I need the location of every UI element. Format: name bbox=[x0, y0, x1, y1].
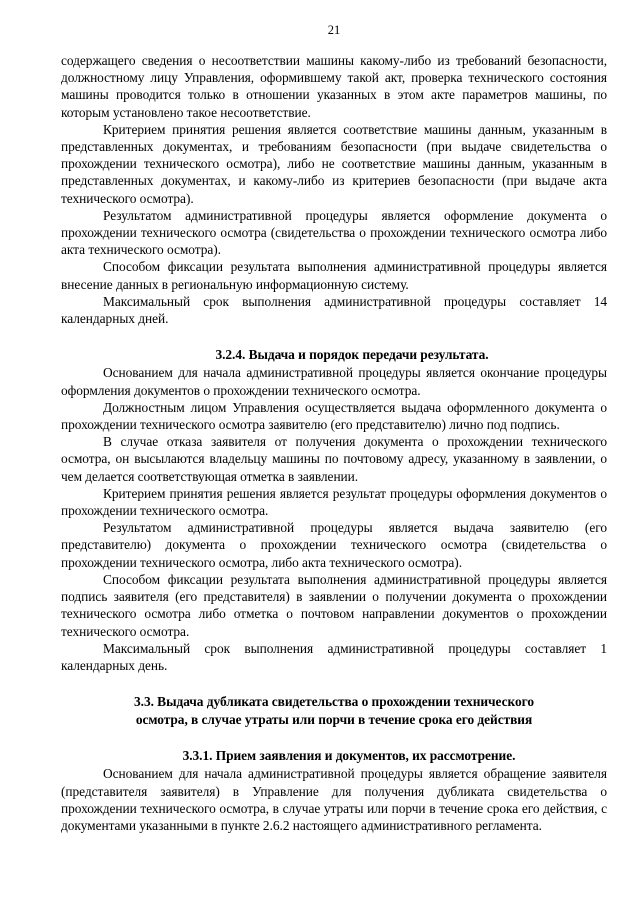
paragraph-fixation-method: Способом фиксации результата выполнения административной процедуры является внесение данных в региональную информационную систему. bbox=[61, 259, 607, 292]
paragraph-decision-criterion: Критерием принятия решения является соответствие машины данным, указанным в представленных документах, и требованиям безопасности (при выдаче свидетельства о прохождении технического осмотра), либо не соответствие машины данным, указанным в представленных документах, и какому-либо из критериев безопасности (при выдаче акта технического осмотра). bbox=[61, 121, 607, 206]
document-body bbox=[61, 52, 607, 834]
paragraph-basis: Основанием для начала административной процедуры является окончание процедуры оформления документов о прохождении технического осмотра. bbox=[61, 365, 607, 398]
page-number: 21 bbox=[327, 23, 341, 37]
paragraph-result: Результатом административной процедуры является выдача заявителю (его представителю) документа о прохождении технического осмотра (свидетельства о прохождении технического осмотра, либо акта технического осмотра). bbox=[61, 520, 607, 570]
paragraph-issuance: Должностным лицом Управления осуществляется выдача оформленного документа о прохождении технического осмотра заявителю (его представителю) лично под подпись. bbox=[61, 399, 607, 433]
paragraph-result-criterion: Критерием принятия решения является результат процедуры оформления документов о прохождении технического осмотра. bbox=[61, 485, 607, 519]
paragraph-continuation: содержащего сведения о несоответствии машины какому-либо из требований безопасности, должностному лицу Управления, оформившему такой акт, проверка технического состояния машины проводится только в отношении указанных в этом акте параметров машины, по которым установлено такое несоответствие. bbox=[61, 53, 607, 120]
section-heading-3-3-line-1: 3.3. Выдача дубликата свидетельства о прохождении технического bbox=[134, 694, 534, 710]
section-heading-3-3 bbox=[61, 693, 607, 729]
paragraph-maximum-term-day: Максимальный срок выполнения административной процедуры составляет 1 календарных день. bbox=[61, 640, 607, 673]
section-heading-3-2-4: 3.2.4. Выдача и порядок передачи результата. bbox=[215, 347, 489, 363]
paragraph-fixation: Способом фиксации результата выполнения административной процедуры является подпись заявителя (его представителя) в заявлении о получении документа о прохождении технического осмотра либо отметка о почтовом направлении документов о прохождении технического осмотра. bbox=[61, 571, 607, 639]
paragraph-procedure-result: Результатом административной процедуры является оформление документа о прохождении технического осмотра (свидетельства о прохождении технического осмотра либо акта технического осмотра). bbox=[61, 207, 607, 258]
paragraph-refusal: В случае отказа заявителя от получения документа о прохождении технического осмотра, он высылаются владельцу машины по почтовому адресу, указанному в заявлении, о чем делается соответствующая отметка в заявлении. bbox=[61, 434, 607, 484]
section-heading-3-3-1: 3.3.1. Прием заявления и документов, их рассмотрение. bbox=[182, 748, 516, 764]
section-heading-3-3-line-2: осмотра, в случае утраты или порчи в течение срока его действия bbox=[135, 712, 533, 728]
paragraph-duplicate-basis: Основанием для начала административной процедуры является обращение заявителя (представителя заявителя) в Управление для получения дубликата свидетельства о прохождении технического осмотра, в случае утраты или порчи в течение срока его действия, с документами указанными в пункте 2.6.2 настоящего административного регламента. bbox=[61, 766, 607, 833]
paragraph-maximum-term: Максимальный срок выполнения административной процедуры составляет 14 календарных дней. bbox=[61, 293, 607, 327]
